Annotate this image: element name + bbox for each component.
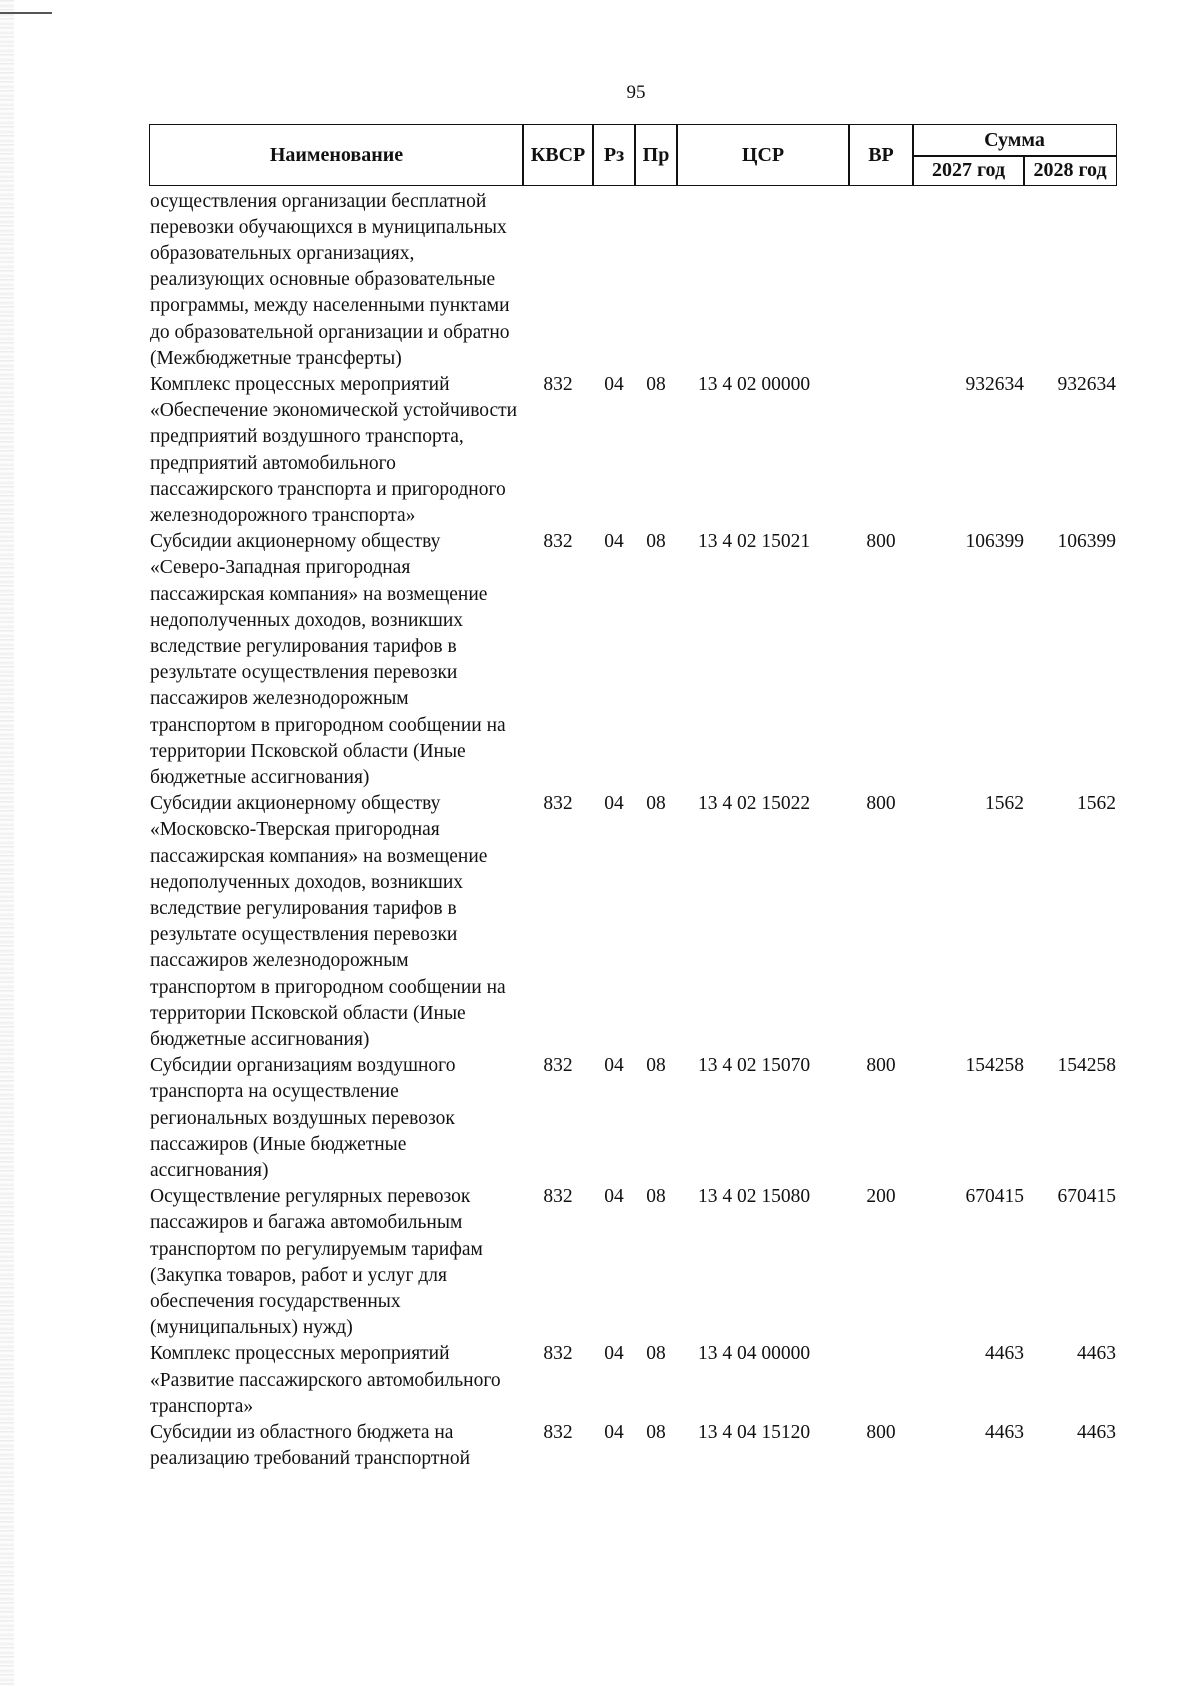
- row-pr: 08: [646, 1422, 666, 1444]
- row-kvsr: 832: [543, 793, 573, 815]
- header-year-2028: 2028 год: [1023, 156, 1117, 186]
- row-sum-2028: 4463: [1077, 1343, 1116, 1365]
- budget-table: [150, 125, 1116, 1472]
- row-pr: 08: [646, 1055, 666, 1077]
- row-vr: 200: [866, 1186, 896, 1208]
- row-sum-2028: 106399: [1057, 531, 1116, 553]
- row-csr: 13 4 02 15021: [697, 531, 811, 553]
- row-csr: 13 4 02 00000: [697, 373, 811, 395]
- row-vr: 800: [866, 793, 896, 815]
- row-sum-2028: 1562: [1077, 793, 1116, 815]
- row-csr: 13 4 04 00000: [697, 1343, 811, 1365]
- header-year-2027: 2027 год: [912, 156, 1025, 186]
- row-vr: 800: [866, 531, 896, 553]
- row-sum-2027: 106399: [965, 531, 1024, 553]
- row-vr: 800: [866, 1055, 896, 1077]
- row-csr: 13 4 04 15120: [697, 1422, 811, 1444]
- row-kvsr: [523, 186, 593, 372]
- row-pr: 08: [646, 793, 666, 815]
- row-sum-2027: 932634: [965, 373, 1024, 395]
- row-csr: 13 4 02 15070: [697, 1055, 811, 1077]
- row-name: Субсидии из областного бюджета на реализацию требований транспортной: [150, 1422, 471, 1470]
- row-kvsr: 832: [543, 1055, 573, 1077]
- row-rz: 04: [604, 531, 624, 553]
- row-name: Комплекс процессных мероприятий «Обеспечение экономической устойчивости предприятий воздушного транспорта, предприятий автомобильного пассажирского транспорта и пригородного железнодорожного транспорта»: [150, 373, 518, 526]
- row-name: Осуществление регулярных перевозок пассажиров и багажа автомобильным транспортом по регулируемым тарифам (Закупка товаров, работ и услуг для обеспечения государственных (муниципальных) нужд): [150, 1186, 483, 1339]
- header-kvsr: КВСР: [522, 124, 594, 186]
- row-rz: [593, 186, 635, 372]
- row-sum-2028: 154258: [1057, 1055, 1116, 1077]
- row-sum-2028: 932634: [1057, 373, 1116, 395]
- header-vr: ВР: [848, 124, 914, 186]
- row-kvsr: 832: [543, 531, 573, 553]
- row-csr: [677, 186, 849, 372]
- row-sum-2028: 670415: [1057, 1186, 1116, 1208]
- row-name: Субсидии акционерному обществу «Северо-Западная пригородная пассажирская компания» на возмещение недополученных доходов, возникших вследствие регулирования тарифов в результате осуществления перевозки пассажиров железнодорожным транспортом в пригородном сообщении на территории Псковской области (Иные бюджетные ассигнования): [150, 531, 506, 788]
- row-csr: 13 4 02 15022: [697, 793, 811, 815]
- row-pr: 08: [646, 531, 666, 553]
- row-kvsr: 832: [543, 1343, 573, 1365]
- row-rz: 04: [604, 1055, 624, 1077]
- row-name: Субсидии акционерному обществу «Московско-Тверская пригородная пассажирская компания» на возмещение недополученных доходов, возникших вследствие регулирования тарифов в результате осуществления перевозки пассажиров железнодорожным транспортом в пригородном сообщении на территории Псковской области (Иные бюджетные ассигнования): [150, 793, 506, 1050]
- row-rz: 04: [604, 373, 624, 395]
- row-rz: 04: [604, 793, 624, 815]
- row-csr: 13 4 02 15080: [697, 1186, 811, 1208]
- row-vr: [849, 186, 913, 372]
- scan-edge: [0, 0, 14, 1686]
- row-sum-2027: 4463: [985, 1343, 1024, 1365]
- row-sum-2027: 670415: [965, 1186, 1024, 1208]
- header-name: Наименование: [149, 124, 524, 186]
- row-name: осуществления организации бесплатной перевозки обучающихся в муниципальных образовательных организациях, реализующих основные образовательные программы, между населенными пунктами до образовательной организации и обратно (Межбюджетные трансферты): [150, 190, 510, 369]
- row-rz: 04: [604, 1186, 624, 1208]
- row-vr: 800: [866, 1422, 896, 1444]
- row-sum-2027: [913, 186, 1024, 372]
- row-vr: [849, 372, 913, 529]
- row-pr: 08: [646, 373, 666, 395]
- row-sum-2027: 4463: [985, 1422, 1024, 1444]
- row-kvsr: 832: [543, 1186, 573, 1208]
- row-rz: 04: [604, 1343, 624, 1365]
- row-pr: 08: [646, 1343, 666, 1365]
- page-number: 95: [626, 82, 646, 103]
- row-kvsr: 832: [543, 1422, 573, 1444]
- header-rz: Рз: [592, 124, 636, 186]
- header-csr: ЦСР: [676, 124, 850, 186]
- row-sum-2028: 4463: [1077, 1422, 1116, 1444]
- row-name: Субсидии организациям воздушного транспорта на осуществление региональных воздушных перевозок пассажиров (Иные бюджетные ассигнования): [150, 1055, 456, 1182]
- row-kvsr: 832: [543, 373, 573, 395]
- row-pr: 08: [646, 1186, 666, 1208]
- row-sum-2027: 154258: [965, 1055, 1024, 1077]
- row-name: Комплекс процессных мероприятий «Развитие пассажирского автомобильного транспорта»: [150, 1343, 501, 1417]
- row-pr: [635, 186, 677, 372]
- row-sum-2028: [1024, 186, 1116, 372]
- scan-mark: [0, 12, 52, 14]
- row-rz: 04: [604, 1422, 624, 1444]
- header-pr: Пр: [634, 124, 678, 186]
- row-sum-2027: 1562: [985, 793, 1024, 815]
- row-vr: [849, 1341, 913, 1420]
- header-sum: Сумма: [912, 124, 1117, 156]
